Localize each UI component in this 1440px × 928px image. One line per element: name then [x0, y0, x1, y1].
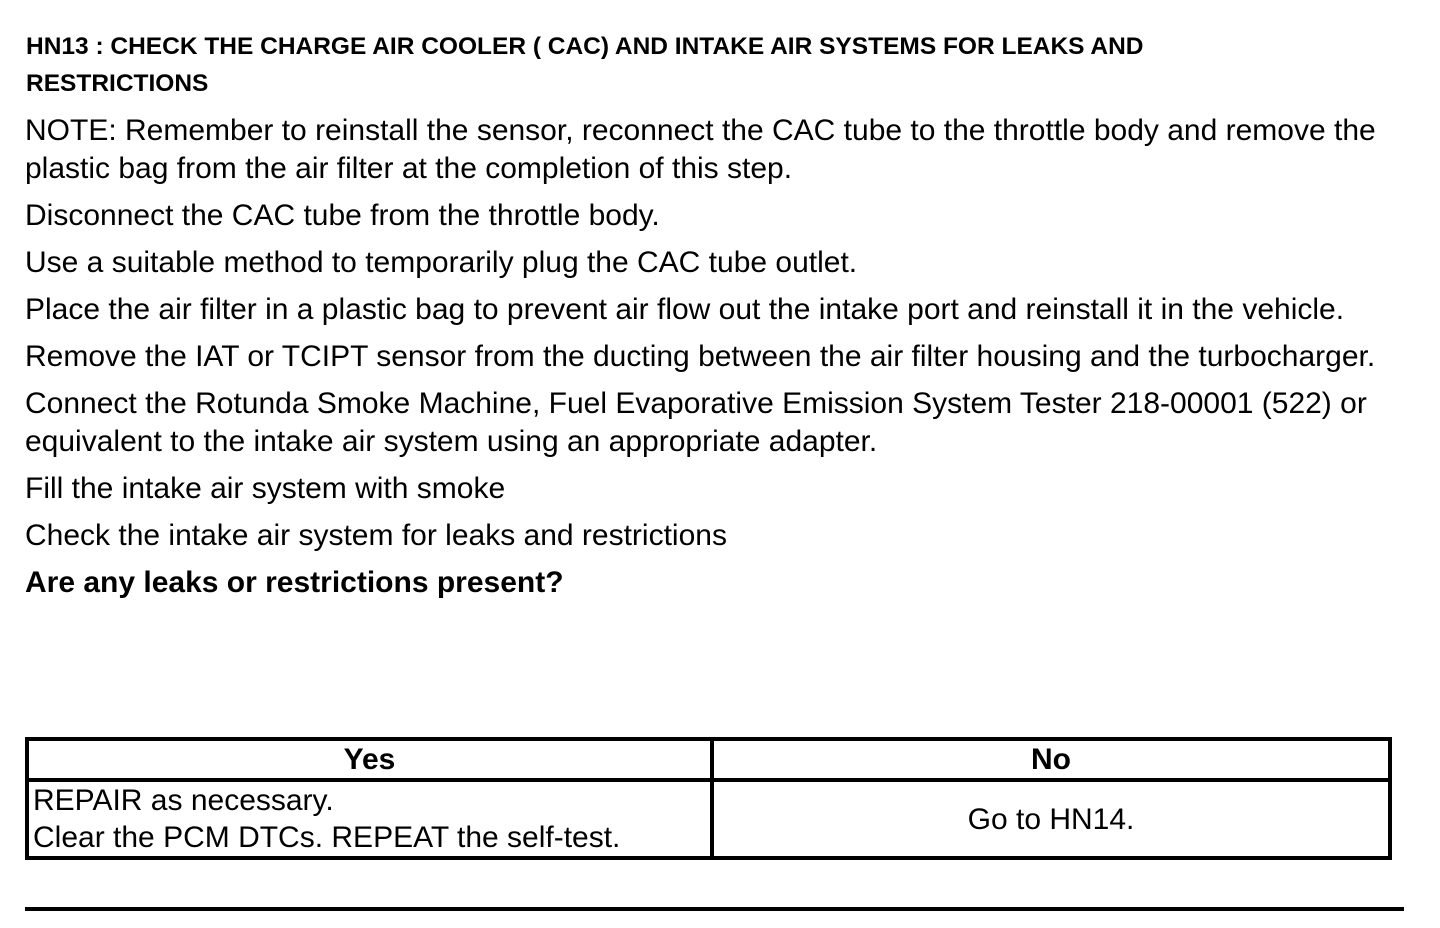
title-line-1: HN13 : CHECK THE CHARGE AIR COOLER ( CAC) AND INTAKE AIR SYSTEMS FOR LEAKS AND — [26, 33, 1144, 60]
no-action-cell: Go to HN14. — [712, 780, 1390, 858]
step-plug-outlet: Use a suitable method to temporarily plug the CAC tube outlet. — [25, 246, 858, 279]
step-check-leaks: Check the intake air system for leaks and restrictions — [25, 519, 727, 552]
yes-action-line-1: REPAIR as necessary. — [33, 784, 334, 817]
bottom-divider — [25, 907, 1404, 911]
decision-question: Are any leaks or restrictions present? — [25, 566, 564, 599]
yes-action-cell — [27, 780, 712, 858]
header-no: No — [712, 739, 1390, 780]
step-remove-sensor: Remove the IAT or TCIPT sensor from the ducting between the air filter housing and the turbocharger. — [25, 340, 1376, 373]
title-line-2: RESTRICTIONS — [26, 70, 209, 97]
decision-table — [25, 737, 1392, 860]
table-row — [27, 780, 1390, 858]
step-bag-air-filter: Place the air filter in a plastic bag to prevent air flow out the intake port and reinstall it in the vehicle. — [25, 293, 1345, 326]
header-yes: Yes — [27, 739, 712, 780]
yes-action-line-2: Clear the PCM DTCs. REPEAT the self-test. — [33, 821, 621, 854]
page-title — [26, 28, 1366, 102]
step-note: NOTE: Remember to reinstall the sensor, reconnect the CAC tube to the throttle body and remove the plastic bag from the air filter at the completion of this step. — [25, 114, 1376, 185]
procedure-steps — [25, 112, 1420, 611]
step-fill-smoke: Fill the intake air system with smoke — [25, 472, 506, 505]
table-header-row — [27, 739, 1390, 780]
step-connect-smoke-machine: Connect the Rotunda Smoke Machine, Fuel Evaporative Emission System Tester 218-00001 (522) or equivalent to the intake air system using an appropriate adapter. — [25, 387, 1367, 458]
step-disconnect-tube: Disconnect the CAC tube from the throttle body. — [25, 199, 660, 232]
